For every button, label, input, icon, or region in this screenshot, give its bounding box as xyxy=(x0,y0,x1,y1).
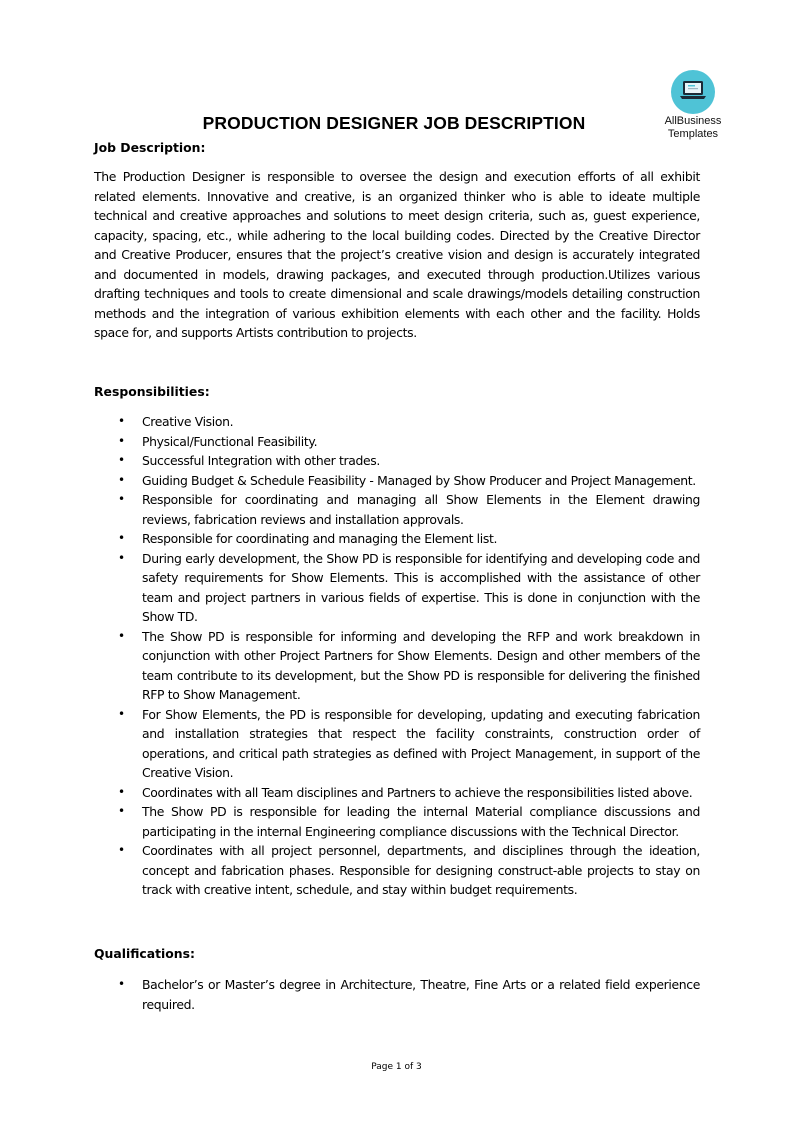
bullet-icon: • xyxy=(118,472,125,487)
list-item-text: The Show PD is responsible for leading the internal Material compliance discussions and participating in the internal Engineering compliance discussions with the Technical Director. xyxy=(142,804,700,839)
responsibilities-list xyxy=(94,412,700,900)
bullet-icon: • xyxy=(118,843,125,857)
qualifications-list xyxy=(94,975,700,1014)
logo-text-line2: Templates xyxy=(667,128,719,140)
bullet-icon: • xyxy=(118,550,125,565)
list-item-text: Guiding Budget & Schedule Feasibility - Managed by Show Producer and Project Management. xyxy=(142,472,696,488)
list-item xyxy=(94,705,700,783)
bullet-icon: • xyxy=(118,433,125,448)
list-item-text: Successful Integration with other trades. xyxy=(142,453,380,468)
list-item xyxy=(94,975,700,1014)
list-item-text: During early development, the Show PD is responsible for identifying and developing code and safety requirements for Show Elements. This is accomplished with the assistance of other team and project partners in various fields of expertise. This is done in conjunction with the Show TD. xyxy=(142,550,700,624)
list-item xyxy=(94,841,700,900)
bullet-icon: • xyxy=(118,414,125,428)
bullet-icon: • xyxy=(118,453,125,467)
bullet-icon: • xyxy=(118,784,125,799)
list-item-text: Physical/Functional Feasibility. xyxy=(142,433,318,449)
list-item xyxy=(94,432,700,452)
bullet-icon: • xyxy=(118,492,125,506)
list-item xyxy=(94,529,700,549)
list-item xyxy=(94,549,700,627)
bullet-icon: • xyxy=(118,531,125,545)
list-item xyxy=(94,471,700,491)
bullet-icon: • xyxy=(118,628,125,643)
list-item xyxy=(94,412,700,432)
laptop-icon xyxy=(671,70,715,114)
list-item-text: Responsible for coordinating and managing all Show Elements in the Element drawing reviews, fabrication reviews and installation approvals. xyxy=(142,492,700,527)
document-title: PRODUCTION DESIGNER JOB DESCRIPTION xyxy=(202,113,586,133)
bullet-icon: • xyxy=(118,706,125,721)
list-item-text: Responsible for coordinating and managing the Element list. xyxy=(142,531,498,546)
list-item xyxy=(94,627,700,705)
list-item-text: Creative Vision. xyxy=(142,414,234,429)
list-item-text: Bachelor’s or Master’s degree in Architecture, Theatre, Fine Arts or a related field experience required. xyxy=(142,977,700,1012)
qualifications-heading: Qualifications: xyxy=(94,946,195,961)
list-item-text: The Show PD is responsible for informing and developing the RFP and work breakdown in conjunction with other Project Partners for Show Elements. Design and other members of the team contribute to its development, but the Show PD is responsible for delivering the finished RFP to Show Management. xyxy=(142,628,700,702)
responsibilities-heading: Responsibilities: xyxy=(94,384,210,399)
logo-text-line1: AllBusiness xyxy=(664,115,722,127)
page-footer: Page 1 of 3 xyxy=(371,1062,422,1072)
job-description-paragraph: The Production Designer is responsible to oversee the design and execution efforts of all exhibit related elements. Innovative and creative, is an organized thinker who is able to ideate multiple technical and creative approaches and solutions to meet design criteria, such as, guest experience, capacity, spacing, etc., while adhering to the local building codes. Directed by the Creative Director and Creative Producer, ensures that the project’s creative vision and design is accurately integrated and documented in models, drawing packages, and executed through production.Utilizes various drafting techniques and tools to create dimensional and scale drawings/models detailing construction methods and the integration of various exhibition elements with each other and the facility. Holds space for, and supports Artists contribution to projects. xyxy=(94,169,700,340)
bullet-icon: • xyxy=(118,804,125,818)
job-description-heading: Job Description: xyxy=(94,140,206,155)
list-item xyxy=(94,451,700,471)
list-item-text: Coordinates with all project personnel, departments, and disciplines through the ideation, concept and fabrication phases. Responsible for designing construct-able projects to stay on track with creative intent, schedule, and stay within budget requirements. xyxy=(142,843,700,897)
list-item-text: Coordinates with all Team disciplines and Partners to achieve the responsibilities listed above. xyxy=(142,784,693,800)
list-item xyxy=(94,490,700,529)
bullet-icon: • xyxy=(118,977,125,991)
list-item xyxy=(94,783,700,803)
list-item-text: For Show Elements, the PD is responsible for developing, updating and executing fabrication and installation strategies that respect the facility constraints, construction order of operations, and critical path strategies as defined with Project Management, in support of the Creative Vision. xyxy=(142,706,700,780)
list-item xyxy=(94,802,700,841)
